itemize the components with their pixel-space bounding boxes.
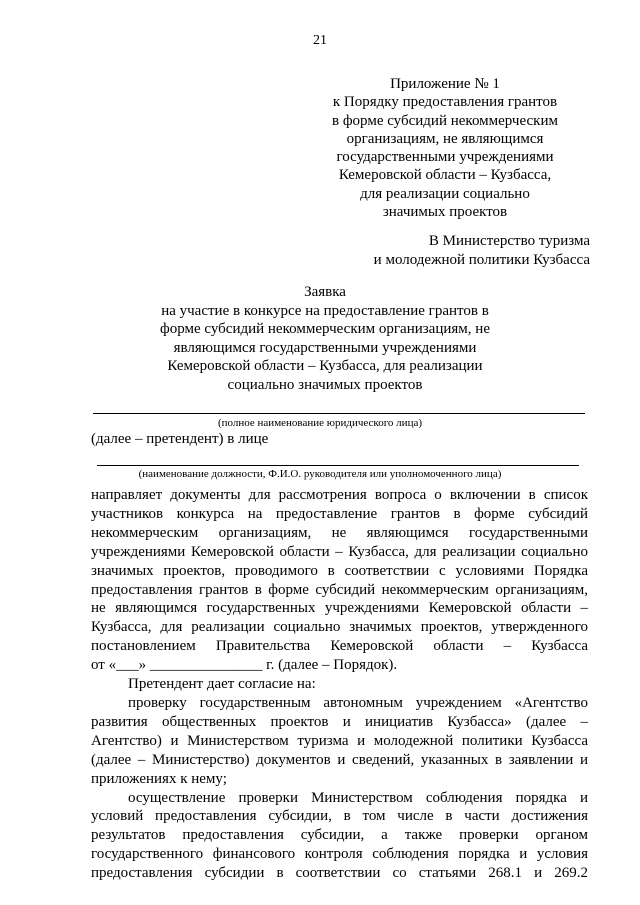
body-line: приложениях к нему; (91, 770, 227, 787)
head-name-blank-line (97, 465, 579, 466)
org-name-blank-line (93, 413, 585, 414)
addressee (340, 232, 590, 270)
body-line: Претендент дает согласие на: (128, 676, 316, 693)
body-line: (далее – Министерство) документов и сведений, указанных в заявлении и (91, 751, 588, 768)
application-body (91, 486, 588, 883)
body-line: значимых проектов, проводимого в соответствии с условиями Порядка (91, 562, 588, 579)
body-line: Агентство) и Министерством туризма и молодежной политики Кузбасса (91, 732, 588, 749)
body-line: государственного финансового контроля соблюдения порядка и условия (91, 846, 588, 863)
org-name-caption: (полное наименование юридического лица) (217, 417, 422, 429)
body-line: результатов предоставления субсидии, а также проверки органом (91, 827, 588, 844)
title-line: форме субсидий некоммерческим организациям, не (160, 321, 490, 337)
document-title (140, 283, 510, 394)
appendix-line: к Порядку предоставления грантов (332, 94, 558, 111)
body-line: направляет документы для рассмотрения вопроса о включении в список (91, 487, 588, 503)
body-line: учреждениями Кемеровской области – Кузбасса, для реализации социально (91, 543, 588, 560)
appendix-line: для реализации социально (360, 185, 530, 202)
title-line: Кемеровской области – Кузбасса, для реализации (167, 358, 483, 374)
body-line: от «___» _______________ г. (далее – Порядок). (91, 657, 398, 674)
head-name-caption: (наименование должности, Ф.И.О. руководителя или уполномоченного лица) (138, 468, 502, 480)
body-line: не являющимся государственных учреждениями Кемеровской области – (91, 600, 588, 617)
body-line: постановлением Правительства Кемеровской области – Кузбасса (91, 638, 588, 655)
body-line: некоммерческим организациям, не являющимся государственными (91, 524, 588, 541)
title-line: являющимся государственными учреждениями (173, 339, 477, 356)
appendix-line: Приложение № 1 (390, 76, 500, 92)
body-line: проверку государственным автономным учреждением «Агентство (128, 694, 588, 711)
addressee-line: В Министерство туризма (428, 233, 590, 249)
body-line: предоставления грантов в форме субсидий некоммерческим организациям, (91, 581, 588, 598)
body-line: условий предоставления субсидии, в том числе в части достижения (91, 808, 588, 825)
title-line: социально значимых проектов (227, 376, 423, 393)
appendix-line: Кемеровской области – Кузбасса, (338, 167, 552, 184)
addressee-line: и молодежной политики Кузбасса (373, 252, 590, 268)
page-number: 21 (313, 33, 327, 48)
appendix-line: в форме субсидий некоммерческим (332, 112, 558, 129)
body-line: развития общественных проектов и инициатив Кузбасса» (далее – (91, 713, 588, 730)
appendix-line: государственными учреждениями (336, 149, 554, 166)
appendix-line: значимых проектов (382, 204, 508, 221)
body-line: осуществление проверки Министерством соблюдения порядка и (128, 789, 588, 806)
appendix-line: организациям, не являющимся (346, 130, 544, 147)
body-line: участников конкурса на предоставление грантов в форме субсидий (91, 505, 588, 522)
applicant-line: (далее – претендент) в лице (91, 431, 269, 447)
appendix-heading (330, 75, 560, 221)
title-line: на участие в конкурсе на предоставление грантов в (161, 302, 489, 319)
body-line: предоставления субсидии в соответствии со статьями 268.1 и 269.2 (91, 865, 588, 882)
title-line: Заявка (304, 284, 346, 300)
body-line: Кузбасса, для реализации социально значимых проектов, утвержденного (91, 619, 588, 636)
